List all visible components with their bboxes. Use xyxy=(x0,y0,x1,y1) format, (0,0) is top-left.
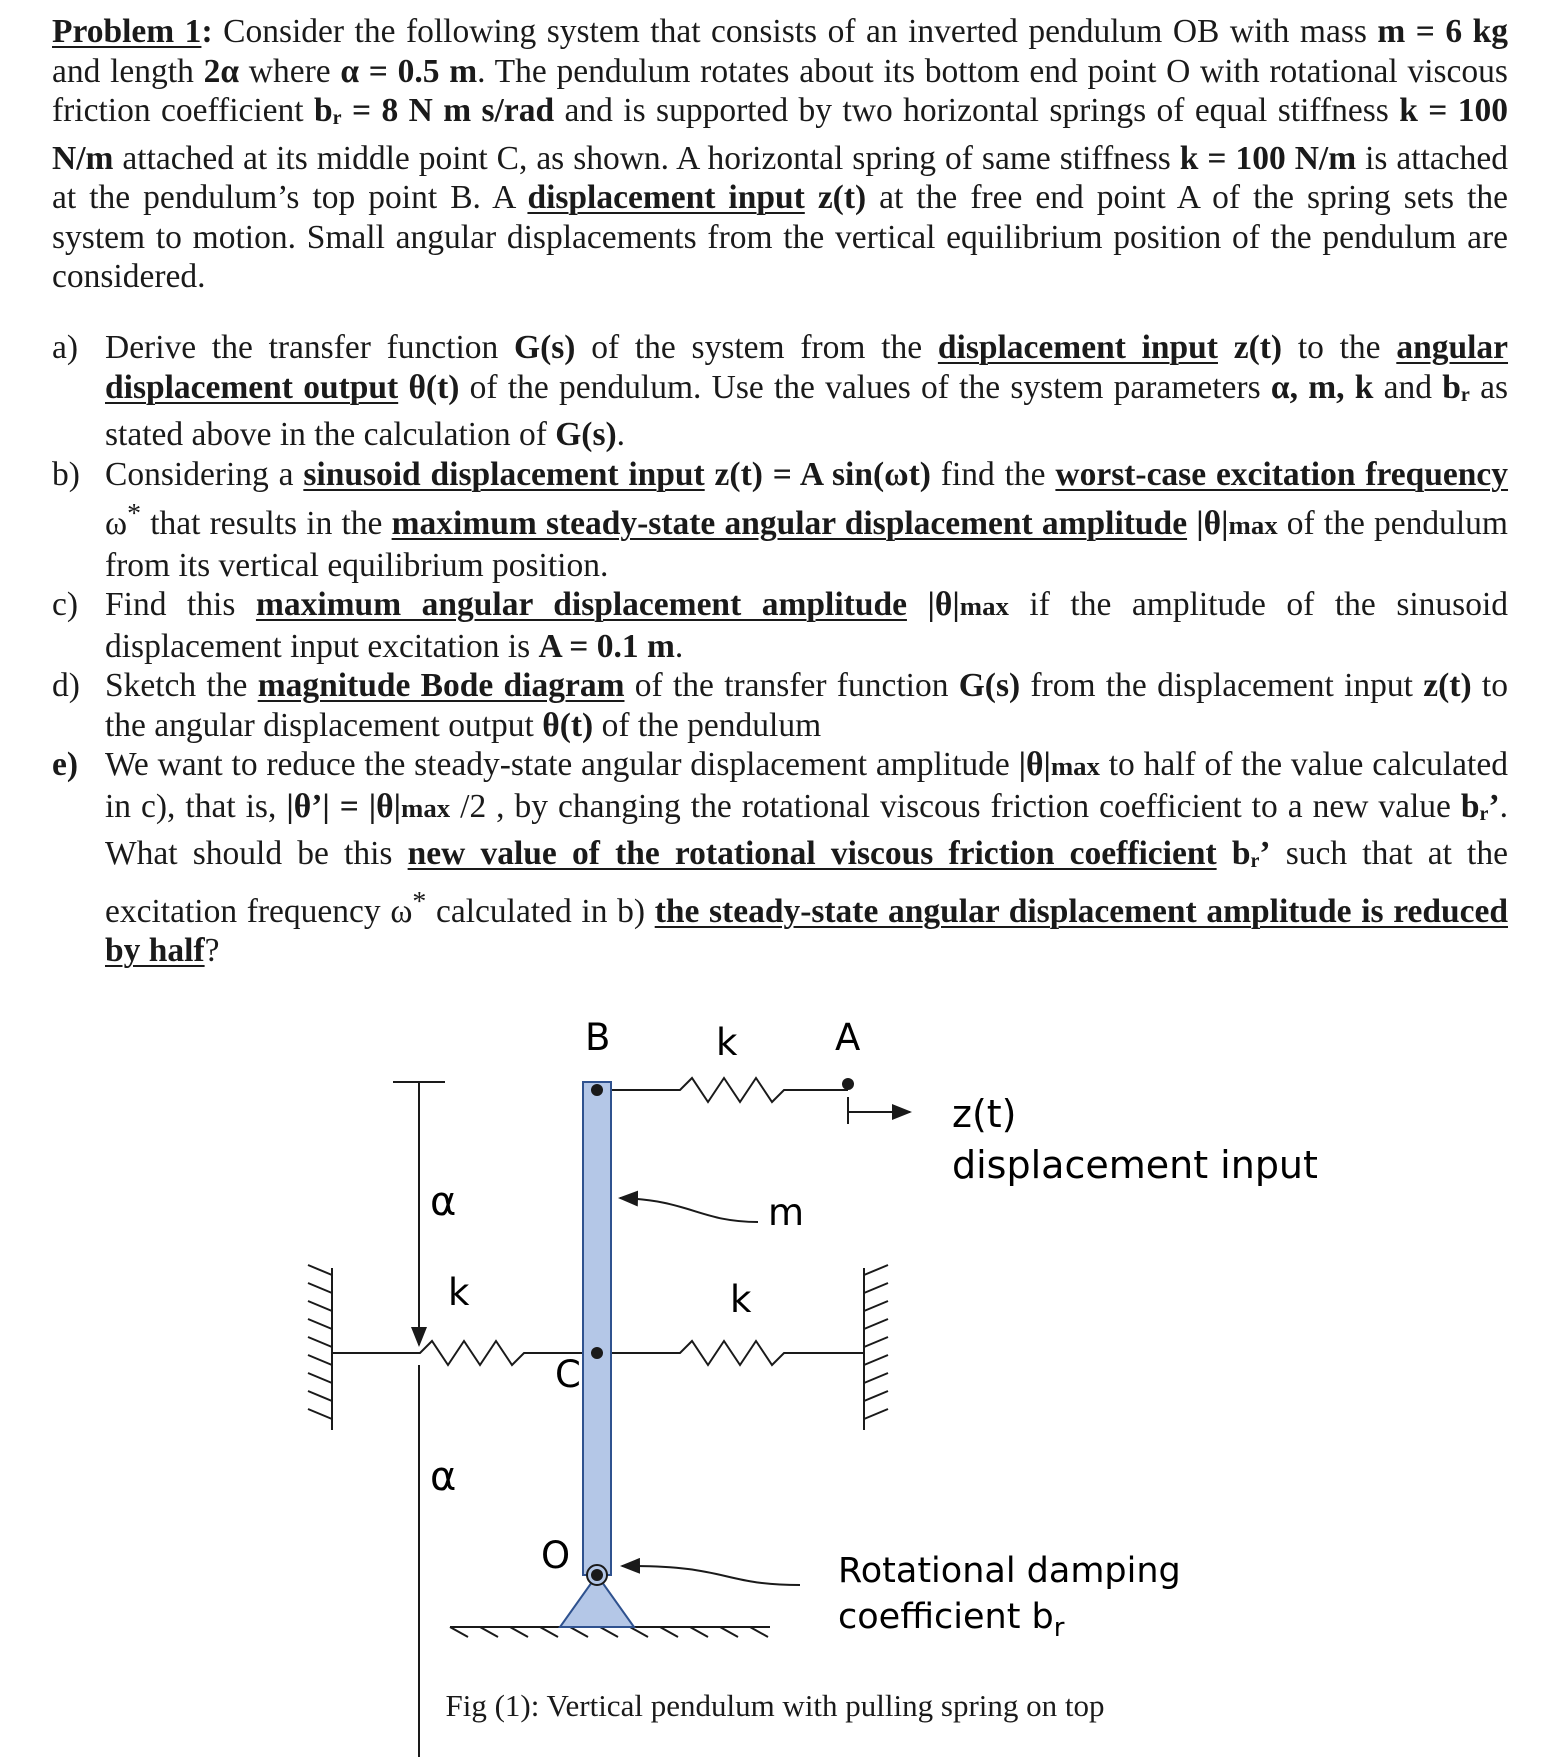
label-O: O xyxy=(541,1534,571,1577)
question-text: . What should be this xyxy=(105,787,1508,873)
theta-abs: |θ| xyxy=(906,586,960,624)
label-C: C xyxy=(555,1353,581,1396)
emphasis: new value of the rotational viscous friction coefficient xyxy=(407,835,1217,873)
label-k-top: k xyxy=(716,1021,738,1064)
omega-symbol: ω xyxy=(105,505,128,543)
question-text: that results in the xyxy=(141,505,392,543)
k-value-top: k = 100 N/m xyxy=(1179,139,1357,177)
prime: ’ xyxy=(1488,787,1500,825)
transfer-function: G(s) xyxy=(514,329,576,366)
intro-text: . The pendulum rotates about its bottom end point O with rotational viscous friction coefficient xyxy=(52,52,1508,129)
br-symbol: b xyxy=(314,92,333,129)
question-text: We want to reduce the steady-state angular displacement amplitude xyxy=(105,746,1019,784)
intro-text: where xyxy=(239,52,341,90)
label-B: B xyxy=(585,1016,611,1059)
br-value: = 8 N m s/rad xyxy=(341,92,555,129)
theta-abs: |θ| xyxy=(1187,505,1229,543)
intro-text: is attached at the pendulum’s top point B. A xyxy=(52,139,1509,216)
theta-abs: |θ| xyxy=(1018,746,1051,784)
br-symbol: b xyxy=(1231,835,1251,873)
k-value: k = 100 N/m xyxy=(52,92,1508,177)
intro-text: Consider the following system that consists of an inverted pendulum OB with mass xyxy=(223,13,1378,50)
max-subscript: max xyxy=(1228,510,1278,541)
label-k-right: k xyxy=(730,1278,752,1321)
br-subscript: r xyxy=(332,107,342,129)
label-A: A xyxy=(835,1016,861,1059)
problem-statement: Problem 1: Consider the following system that consists of an inverted pendulum OB with mass m = 6 kg and length 2α where α = 0.5 m. The pendulum rotates about its bottom end point O with rotational viscous friction coefficient $b_r = 8$ N m s/rad and is supported by two horizontal springs of equal stiffness k = 100 N/m attached at its middle point C, as shown. A horizontal spring of same stiffness k = 100 N/m is attached at the pendulum’s top point B. A displacement input z(t) at the free end point A of the spring sets the system to motion. Small angular displacements from the vertical equilibrium position of the pendulum are considered. xyxy=(52,13,1509,295)
question-text: to the angular displacement output xyxy=(105,667,1508,744)
alpha-value: α = 0.5 m xyxy=(340,52,478,90)
params: α, m, k xyxy=(1270,368,1374,406)
max-subscript: max xyxy=(959,591,1009,622)
intro-text: at the free end point A of the spring sets the system to motion. Small angular displacements from the vertical equilibrium position of the pendulum are considered. xyxy=(52,179,1508,295)
zt-symbol: z(t) xyxy=(1423,667,1472,705)
label-alpha-bottom: α xyxy=(430,1454,457,1500)
br-symbol: b xyxy=(1442,368,1461,406)
emphasis: sinusoid displacement input xyxy=(303,455,705,493)
right-wall xyxy=(864,1265,888,1430)
question-text: such that at the excitation frequency ω xyxy=(105,835,1508,930)
zt-symbol: z(t) xyxy=(804,179,867,216)
question-text: Considering a xyxy=(105,455,304,493)
question-text: and xyxy=(1373,368,1443,406)
point-O xyxy=(591,1569,603,1581)
emphasis: the steady-state angular displacement amplitude is reduced by half xyxy=(105,892,1508,970)
question-text: from the displacement input xyxy=(1020,667,1424,705)
input-expression: z(t) = A sin(ωt) xyxy=(704,455,931,493)
question-text: if the amplitude of the sinusoid displacement input excitation is xyxy=(105,586,1509,665)
question-label: e) xyxy=(52,746,79,784)
emphasis: displacement input xyxy=(937,329,1218,366)
label-damping-2: coefficient $b_r$ xyxy=(838,1597,1065,1643)
pendulum-rod xyxy=(583,1082,611,1575)
question-text: ? xyxy=(204,932,220,970)
damping-pointer xyxy=(622,1566,800,1585)
question-text: of the system from the xyxy=(575,329,938,366)
question-label: d) xyxy=(52,667,80,705)
question-label: a) xyxy=(52,329,79,366)
max-subscript: max xyxy=(401,792,451,823)
question-text: of the transfer function xyxy=(624,667,959,705)
question-text: Find this xyxy=(105,586,256,624)
intro-text: and is supported by two horizontal springs of equal stiffness xyxy=(554,92,1400,129)
question-text: calculated in b) xyxy=(426,892,655,930)
question-label: c) xyxy=(52,586,79,624)
mass-value: m = 6 kg xyxy=(1377,13,1508,50)
emphasis: worst-case excitation frequency xyxy=(1055,455,1509,493)
mass-pointer xyxy=(620,1198,758,1222)
label-k-left: k xyxy=(448,1271,470,1314)
intro-text: attached at its middle point C, as shown. A horizontal spring of same stiffness xyxy=(113,139,1180,177)
question-text: Derive the transfer function xyxy=(105,329,515,366)
label-alpha-top: α xyxy=(430,1179,457,1225)
right-spring xyxy=(600,1341,864,1365)
question-text: of the pendulum. Use the values of the system parameters xyxy=(459,368,1271,406)
intro-text: and length xyxy=(52,52,204,90)
point-B xyxy=(591,1084,603,1096)
point-C xyxy=(591,1347,603,1359)
max-subscript: max xyxy=(1050,751,1100,782)
br-subscript: r xyxy=(1479,802,1489,825)
label-displacement: displacement input xyxy=(952,1143,1318,1187)
br-symbol: b xyxy=(1460,787,1480,825)
theta-symbol: θ(t) xyxy=(542,706,594,744)
emphasis: angular displacement output xyxy=(105,329,1509,406)
question-text: of the pendulum xyxy=(593,706,822,744)
ground xyxy=(450,1627,770,1637)
displacement-input-term: displacement input xyxy=(527,179,805,216)
point-A xyxy=(842,1078,854,1090)
prime: ’ xyxy=(1259,835,1271,873)
zt-symbol: z(t) xyxy=(1217,329,1283,366)
question-text: to the xyxy=(1282,329,1397,366)
left-wall xyxy=(308,1265,332,1430)
theta-equation: |θ’| = |θ| xyxy=(286,787,402,825)
amplitude-value: A = 0.1 m xyxy=(538,627,675,665)
label-zt: z(t) xyxy=(952,1092,1017,1136)
star-superscript: * xyxy=(127,498,142,529)
question-text: Sketch the xyxy=(105,667,258,705)
emphasis: maximum steady-state angular displacement amplitude xyxy=(391,505,1188,543)
emphasis: magnitude Bode diagram xyxy=(257,667,625,705)
label-m: m xyxy=(768,1191,805,1234)
problem-heading: Problem 1 xyxy=(52,13,202,50)
zt-arrow xyxy=(848,1097,910,1124)
question-text: /2 , by changing the rotational viscous friction coefficient to a new value xyxy=(450,787,1461,825)
top-spring xyxy=(600,1078,848,1102)
br-subscript: r xyxy=(1460,383,1470,406)
question-label: b) xyxy=(52,455,80,493)
star-superscript: * xyxy=(412,885,427,917)
question-text: . xyxy=(616,416,626,453)
question-text: find the xyxy=(930,455,1056,493)
question-text: of the pendulum from its vertical equilibrium position. xyxy=(105,505,1508,584)
label-damping-1: Rotational damping xyxy=(838,1551,1181,1591)
figure-caption: Fig (1): Vertical pendulum with pulling spring on top xyxy=(445,1688,1105,1723)
question-text: as stated above in the calculation of xyxy=(105,368,1508,453)
length-value: 2α xyxy=(203,52,240,90)
emphasis: maximum angular displacement amplitude xyxy=(255,586,907,624)
question-text: to half of the value calculated in c), that is, xyxy=(105,746,1508,825)
theta-symbol: θ(t) xyxy=(398,368,460,406)
question-text: . xyxy=(674,627,684,665)
br-subscript: r xyxy=(1250,850,1260,873)
transfer-function: G(s) xyxy=(555,416,617,453)
transfer-function: G(s) xyxy=(958,667,1021,705)
